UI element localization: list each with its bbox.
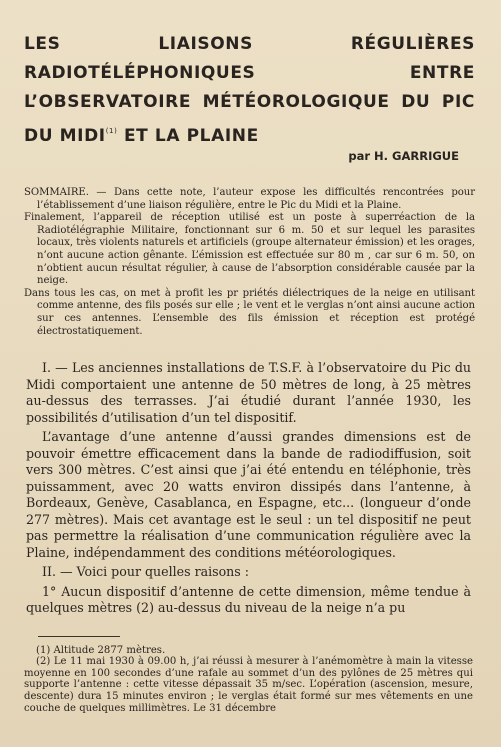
article-body [26,360,471,617]
summary-block [24,187,475,338]
summary-intro: — Dans cette note, l’auteur expose les difficultés rencontrées pour l’établissement d’une liaison régulière, entre le Pic du Midi et la Plaine. [37,187,475,211]
footnote-divider [38,636,120,637]
footnote-ref-1: (1) [105,127,118,135]
author-line: par H. GARRIGUE [348,149,459,163]
summary-paragraph-3: Dans tous les cas, on met à profit les pr priétés diélectriques de la neige en utilisant comme antenne, des fils posés sur elle ; le vent et le verglas n’ont ainsi aucune action sur ces antennes. L’ensemble des fils émission et réception est protégé électrostatiquement. [24,287,475,337]
summary-label: SOMMAIRE. [24,187,89,198]
body-paragraph-2: L’avantage d’une antenne d’aussi grandes dimensions est de pouvoir émettre efficacement dans la bande de radiodiffusion, soit vers 300 mètres. C’est ainsi que j’ai été entendu en téléphonie, très puissamment, avec 20 watts environ dissipés dans l’antenne, à Bordeaux, Genève, Casablanca, en Espagne, etc... (longueur d’onde 277 mètres). Mais cet avantage est le seul : un tel dispositif ne peut pas permettre la réalisation d’une communication régulière avec la Plaine, indépendamment des conditions météorologiques. [26,429,471,560]
footnote-2: (2) Le 11 mai 1930 à 09.00 h, j’ai réussi à mesurer à l’anémomètre à main la vitesse moyenne en 100 secondes d’une rafale au sommet d’un des pylônes de 25 mètres qui supporte l’antenne : cette vitesse dépassait 35 m/sec. L’opération (ascension, mesure, descente) dura 15 minutes environ ; le verglas était formé sur mes vêtements en une couche de quelques millimètres. Le 31 décembre [24,656,473,714]
body-paragraph-4: 1° Aucun dispositif d’antenne de cette dimension, même tendue à quelques mètres (2) au-dessus du niveau de la neige n’a pu [26,583,471,616]
body-paragraph-3: II. — Voici pour quelles raisons : [42,564,249,580]
body-paragraph-1: I. — Les anciennes installations de T.S.F. à l’observatoire du Pic du Midi comportaient une antenne de 50 mètres de long, à 25 mètres au-dessus des terrasses. J’ai étudié durant l’année 1930, les possibilités d’utilisation d’un tel dispositif. [26,360,471,425]
article-title-end: ET LA PLAINE [123,126,259,146]
article-title-text: LES LIAISONS RÉGULIÈRES RADIOTÉLÉPHONIQUES ENTRE L’OBSERVATOIRE MÉTÉOROLOGIQUE DU PIC DU MIDI [24,34,475,146]
summary-paragraph-2: Finalement, l’appareil de réception utilisé est un poste à superréaction de la Radiotélégraphie Militaire, fonctionnant sur 6 m. 50 et sur lequel les parasites locaux, très violents naturels et artificiels (groupe alternateur émission) et les orages, n’ont aucune action gênante. L’émission est effectuée sur 80 m , car sur 6 m. 50, on n’obtient aucun résultat régulier, à cause de l’absorption considérable causée par la neige. [24,212,475,287]
article-title [24,30,475,151]
summary-paragraph-1 [24,187,475,212]
footnote-1: (1) Altitude 2877 mètres. [36,644,166,656]
footnotes [24,645,473,715]
